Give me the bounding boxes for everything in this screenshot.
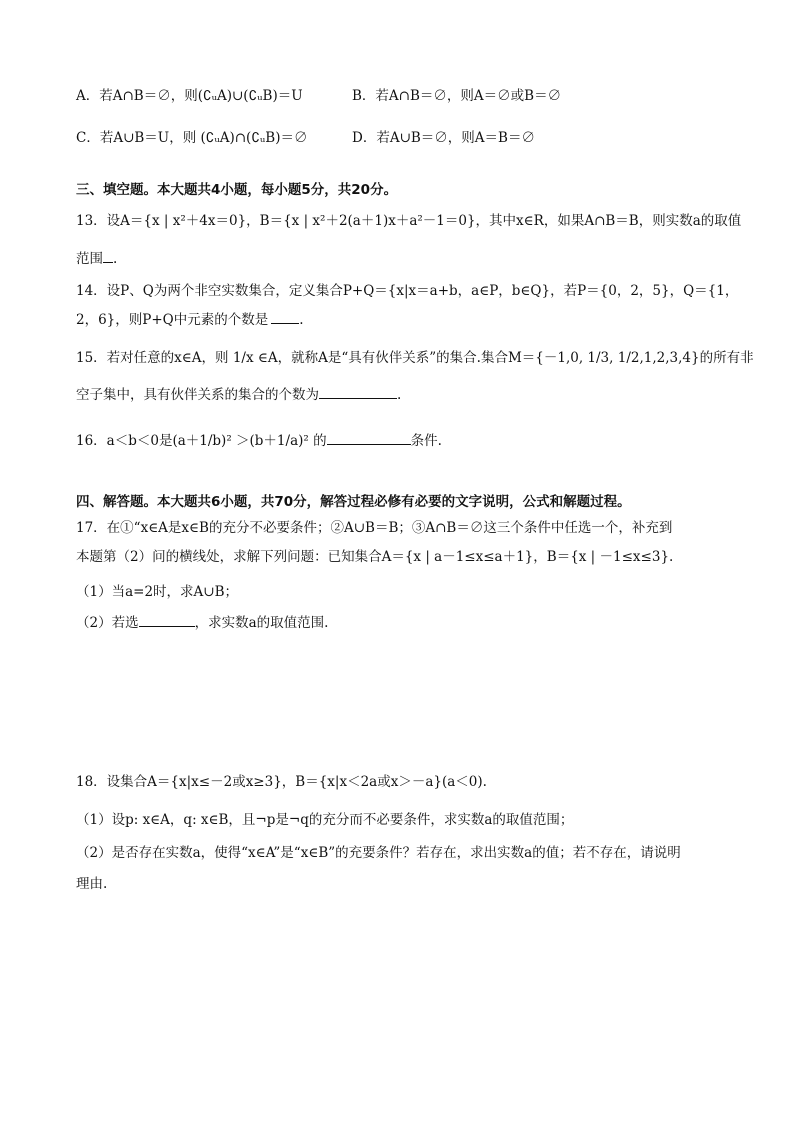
q14-line2: [76, 309, 304, 330]
q16-end: 条件.: [410, 433, 442, 449]
q13-end: .: [113, 251, 118, 267]
q13-line1: 13．设A＝{x | x²＋4x＝0}，B＝{x | x²＋2(a＋1)x＋a²－1＝0}，其中x∈R，如果A∩B＝B，则实数a的取值: [76, 213, 742, 229]
q13-line2: [76, 248, 117, 269]
option-a: A．若A∩B＝∅，则(∁ᵤA)∪(∁ᵤB)＝U: [76, 88, 303, 104]
q17-line1: 17．在①“x∈A是x∈B的充分不必要条件；②A∪B＝B；③A∩B＝∅这三个条件中任选一个，补充到: [76, 520, 673, 536]
q15-line2: [76, 384, 401, 405]
q15-end: .: [397, 387, 402, 403]
q17-part2-text: （2）若选: [76, 615, 139, 631]
q17-line2: 本题第（2）问的横线处，求解下列问题：已知集合A＝{x | a－1≤x≤a＋1}，B＝{x | －1≤x≤3}.: [76, 549, 674, 565]
option-d: D．若A∪B＝∅，则A＝B＝∅: [352, 130, 535, 146]
q17-part2: [76, 612, 328, 633]
q18-line1: 18．设集合A＝{x|x≤－2或x≥3}，B＝{x|x＜2a或x＞－a}(a＜0).: [76, 774, 487, 790]
q15-text: 空子集中，具有伙伴关系的集合的个数为: [76, 387, 319, 403]
q15-line1: 15．若对任意的x∈A，则 1/x ∈A，就称A是“具有伙伴关系”的集合.集合M＝{－1,0, 1/3, 1/2,1,2,3,4}的所有非: [76, 350, 754, 366]
q18-part2-line1: （2）是否存在实数a，使得“x∈A”是“x∈B”的充要条件？若存在，求出实数a的值；若不存在，请说明: [76, 845, 681, 861]
q14-answer-blank: [271, 309, 299, 324]
q17-part2-end: ，求实数a的取值范围.: [194, 615, 329, 631]
q14-line1: 14．设P、Q为两个非空实数集合，定义集合P+Q＝{x|x＝a+b，a∈P，b∈Q}，若P＝{0，2，5}，Q＝{1，: [76, 283, 739, 299]
q15-answer-blank: [319, 384, 397, 399]
section-4-heading: 四、解答题。本大题共6小题，共70分，解答过程必修有必要的文字说明，公式和解题过程。: [76, 494, 631, 510]
q17-part1: （1）当a=2时，求A∪B；: [76, 584, 239, 600]
q16-line: [76, 430, 442, 451]
section-3-heading: 三、填空题。本大题共4小题，每小题5分，共20分。: [76, 182, 398, 198]
q14-end: .: [299, 312, 304, 328]
q16-text: 16．a＜b＜0是(a＋1/b)² ＞(b＋1/a)² 的: [76, 433, 327, 449]
q17-answer-blank: [139, 612, 195, 627]
q18-part1: （1）设p: x∈A，q: x∈B，且¬p是¬q的充分而不必要条件，求实数a的取值范围；: [76, 812, 574, 828]
q14-text: 2，6}，则P+Q中元素的个数是: [76, 312, 269, 328]
q13-text: 范围: [76, 251, 103, 267]
option-c: C．若A∪B＝U，则 (∁ᵤA)∩(∁ᵤB)＝∅: [76, 130, 308, 146]
q13-answer-blank: [103, 248, 113, 263]
q16-answer-blank: [327, 430, 411, 445]
q18-part2-line2: 理由.: [76, 876, 108, 892]
option-b: B．若A∩B＝∅，则A＝∅或B＝∅: [352, 88, 562, 104]
